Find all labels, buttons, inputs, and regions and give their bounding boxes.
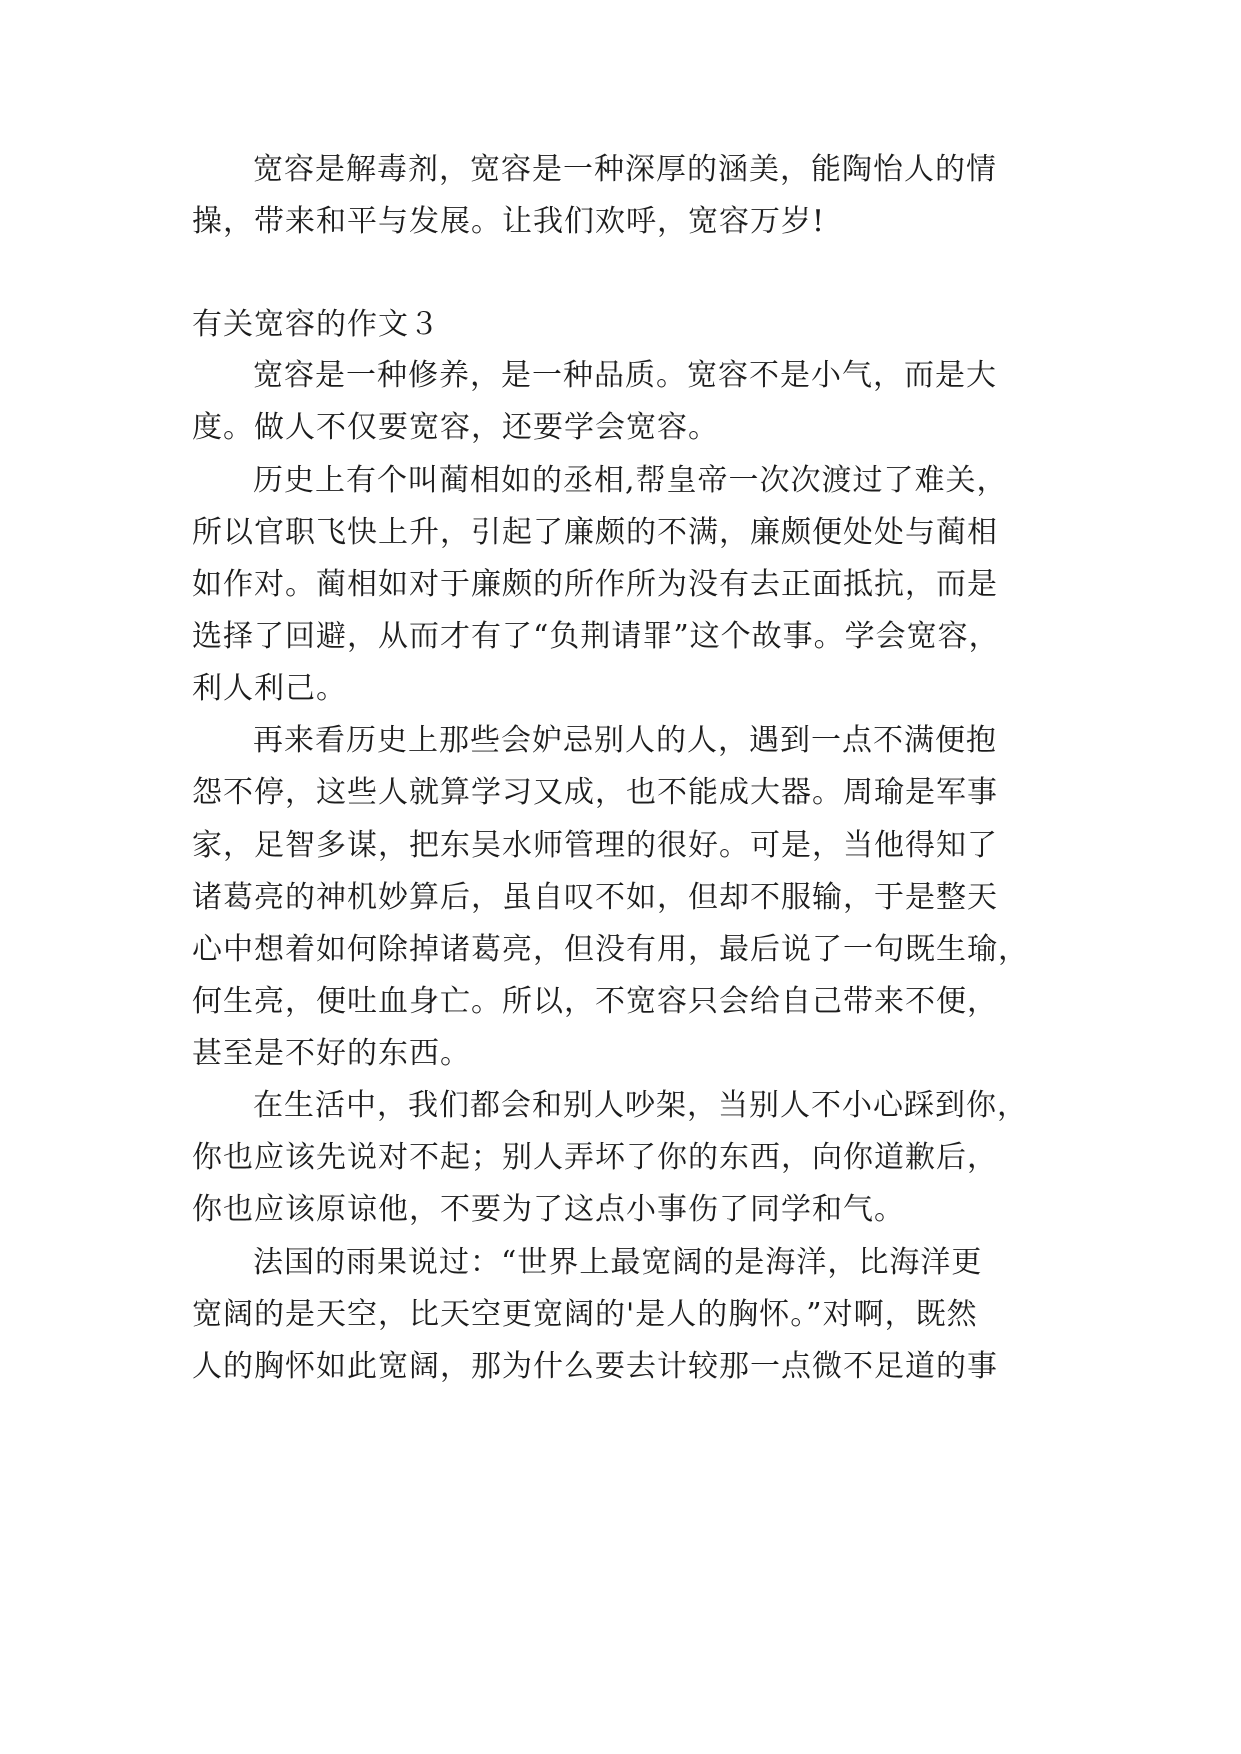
- paragraph-line: 历史上有个叫蔺相如的丞相,帮皇帝一次次渡过了难关，: [253, 463, 1008, 498]
- paragraph-line: 利人利己。: [192, 671, 347, 706]
- paragraph-line: 人的胸怀如此宽阔，那为什么要去计较那一点微不足道的事: [192, 1349, 998, 1384]
- paragraph-line: 所以官职飞快上升，引起了廉颇的不满，廉颇便处处与蔺相: [192, 515, 998, 550]
- paragraph-line: 度。做人不仅要宽容，还要学会宽容。: [192, 410, 719, 445]
- paragraph-line: 你也应该原谅他，不要为了这点小事伤了同学和气。: [192, 1192, 905, 1227]
- paragraph-line: 如作对。蔺相如对于廉颇的所作所为没有去正面抵抗，而是: [192, 567, 998, 602]
- paragraph-line: 诸葛亮的神机妙算后，虽自叹不如，但却不服输，于是整天: [192, 880, 998, 915]
- paragraph-line: 在生活中，我们都会和别人吵架，当别人不小心踩到你，: [253, 1088, 1028, 1123]
- paragraph-line: 怨不停，这些人就算学习又成，也不能成大器。周瑜是军事: [192, 775, 998, 810]
- paragraph-line: 甚至是不好的东西。: [192, 1036, 471, 1071]
- paragraph-line: 法国的雨果说过：“世界上最宽阔的是海洋，比海洋更: [253, 1245, 983, 1280]
- section-heading: 有关宽容的作文３: [192, 307, 440, 342]
- paragraph-line: 操，带来和平与发展。让我们欢呼，宽容万岁!: [192, 204, 826, 239]
- paragraph-line: 你也应该先说对不起；别人弄坏了你的东西，向你道歉后，: [192, 1140, 998, 1175]
- paragraph-line: 宽容是解毒剂，宽容是一种深厚的涵美，能陶怡人的情: [253, 152, 997, 187]
- paragraph-line: 宽阔的是天空，比天空更宽阔的'是人的胸怀。”对啊，既然: [192, 1297, 978, 1332]
- paragraph-line: 心中想着如何除掉诸葛亮，但没有用，最后说了一句既生瑜，: [192, 932, 1029, 967]
- paragraph-line: 宽容是一种修养，是一种品质。宽容不是小气，而是大: [253, 358, 997, 393]
- paragraph-line: 家，足智多谋，把东吴水师管理的很好。可是，当他得知了: [192, 828, 998, 863]
- paragraph-line: 选择了回避，从而才有了“负荆请罪”这个故事。学会宽容，: [192, 619, 1000, 654]
- paragraph-line: 再来看历史上那些会妒忌别人的人，遇到一点不满便抱: [253, 723, 997, 758]
- paragraph-line: 何生亮，便吐血身亡。所以，不宽容只会给自己带来不便，: [192, 984, 998, 1019]
